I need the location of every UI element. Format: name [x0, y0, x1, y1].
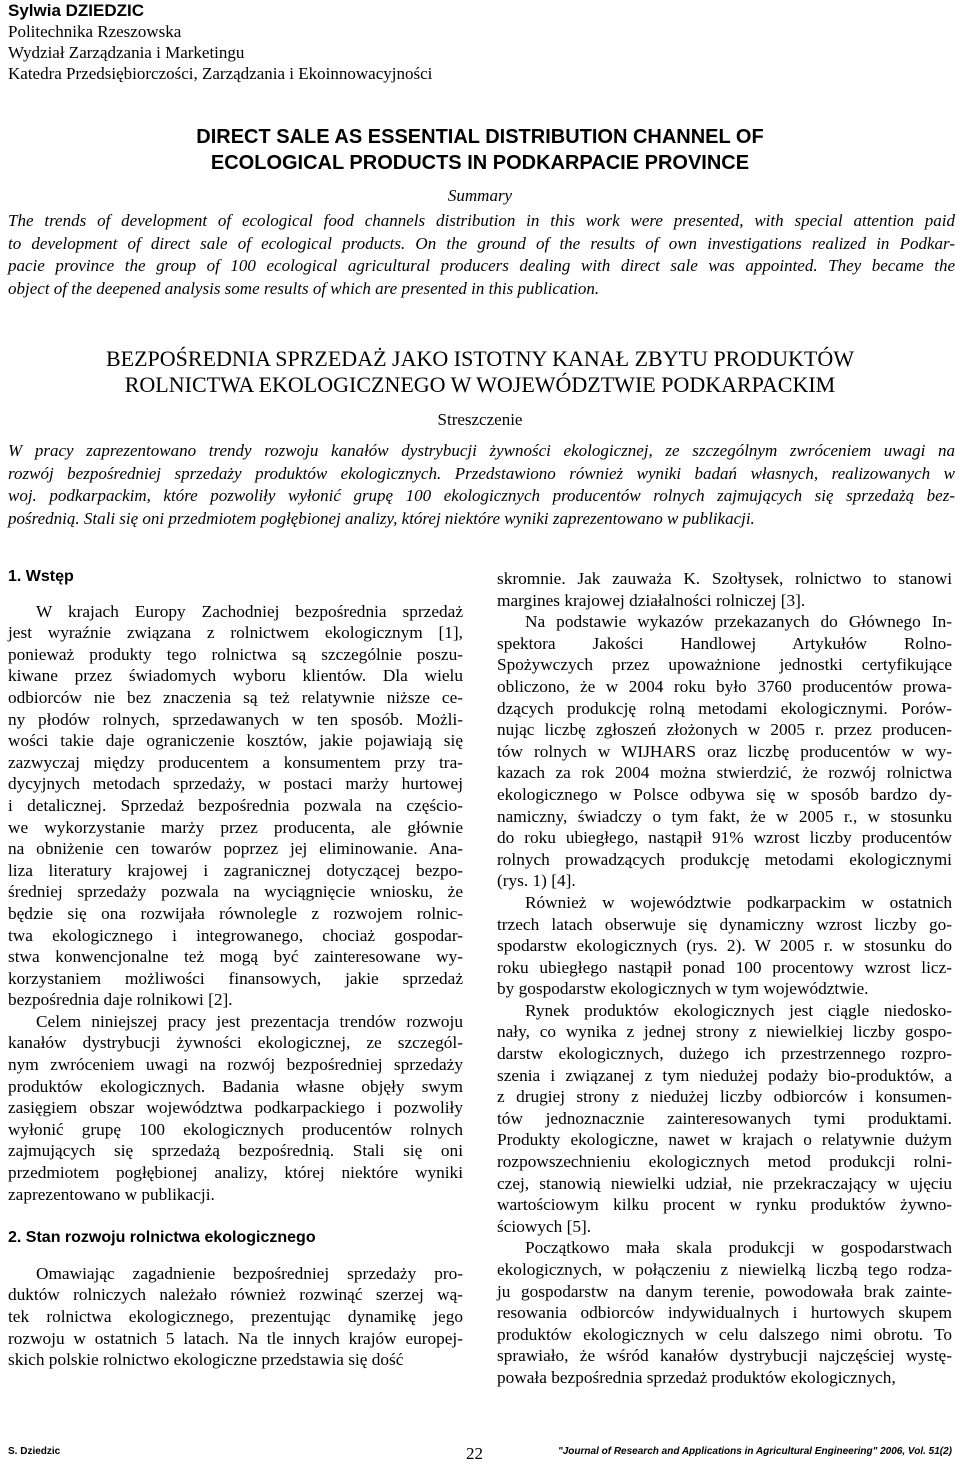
paragraph-podkarpackie — [497, 892, 952, 1000]
paragraph-intro-2 — [8, 1011, 463, 1205]
section-2-heading: 2. Stan rozwoju rolnictwa ekologicznego — [8, 1229, 316, 1247]
text-line: by gospodarstw ekologicznych w tym województwie. — [497, 979, 869, 999]
paragraph-market — [497, 1000, 952, 1238]
text-line: tów rolnych w WIJHARS oraz liczbę producentów w wy- — [497, 741, 952, 761]
summary-line: pośrednią. Stali się oni przedmiotem pogłębionej analizy, której niektóre wyniki zaprezentowano w publikacji. — [8, 509, 755, 529]
text-line: ściowych [5]. — [497, 1216, 592, 1236]
text-line: stwa konwencjonalne też mogą być zainteresowane wy- — [8, 947, 463, 967]
text-line: liza literatury krajowej i zagranicznej dotyczącej bezpo- — [8, 860, 463, 880]
text-line: duktów rolniczych należało również rozwinąć szerzej wą- — [8, 1285, 463, 1305]
author-name: Sylwia DZIEDZIC — [8, 1, 145, 20]
summary-line: rozwój bezpośredniej sprzedaży produktów ekologicznych. Przedstawiono również wyniki badań własnych, realizowanych w — [8, 463, 955, 483]
text-line: korzystaniem możliwości finansowych, jakie sprzedaż — [8, 968, 463, 988]
text-line: jest wyraźnie związana z rolnictwem ekologicznym [1], — [8, 623, 463, 643]
text-line: średniej sprzedaży pozwala na wyciągnięcie wniosku, że — [8, 882, 463, 902]
title-line: BEZPOŚREDNIA SPRZEDAŻ JAKO ISTOTNY KANAŁ ZBYTU PRODUKTÓW — [105, 346, 854, 371]
title-line: ROLNICTWA EKOLOGICZNEGO W WOJEWÓDZTWIE PODKARPACKIM — [124, 372, 836, 397]
text-line: przedmiotem pogłębionej analizy, której niektóre wyniki — [8, 1163, 463, 1183]
text-line: kiwane przez świadomych wyboru klientów. Dla wielu — [8, 666, 463, 686]
text-line: (rys. 1) [4]. — [497, 871, 576, 891]
english-title — [0, 124, 960, 176]
affiliation-line: Wydział Zarządzania i Marketingu — [8, 43, 245, 62]
polish-summary — [8, 440, 955, 531]
text-line: Omawiając zagadnienie bezpośredniej sprzedaży pro- — [36, 1263, 463, 1283]
text-line: twa ekologicznego i integrowanego, chociaż gospodar- — [8, 925, 463, 945]
summary-line: The trends of development of ecological food channels distribution in this work were presented, with special attention paid — [8, 211, 955, 230]
text-line: margines krajowej działalności rolniczej [3]. — [497, 590, 806, 610]
summary-line: woj. podkarpackim, które pozwoliły wyłonić grupę 100 ekologicznych producentów rolnych zajmujących się sprzedażą bez- — [8, 486, 955, 506]
summary-line: object of the deepened analysis some results of which are presented in this publication. — [8, 279, 600, 299]
text-line: zaprezentowano w publikacji. — [8, 1184, 215, 1204]
text-line: zazwyczaj między producentem a konsumentem przy tra- — [8, 752, 463, 772]
text-line: darstw ekologicznych, dużego ich przestrzennego rozpro- — [497, 1044, 952, 1064]
text-line: Spożywczych przez upoważnione jednostki certyfikujące — [497, 655, 952, 675]
title-line: ECOLOGICAL PRODUCTS IN PODKARPACIE PROVINCE — [210, 152, 750, 174]
text-line: ju gospodarstw na danym terenie, powodowała brak zainte- — [497, 1281, 952, 1301]
text-line: Produkty ekologiczne, nawet w krajach o relatywnie dużym — [497, 1130, 952, 1150]
text-line: Początkowo mała skala produkcji w gospodarstwach — [525, 1238, 952, 1258]
text-line: skromnie. Jak zauważa K. Szołtysek, rolnictwo to stanowi — [497, 569, 952, 588]
summary-line: to development of direct sale of ecological products. On the ground of the results of own investigations realized in Podkar- — [8, 233, 955, 253]
text-line: będzie się ona rozwijała równolegle z rozwojem rolnic- — [8, 903, 463, 923]
text-line: wyłonić grupę 100 ekologicznych producentów rolnych — [8, 1119, 463, 1139]
text-line: nym zwróceniem uwagi na rozwój bezpośredniej sprzedaży — [8, 1055, 463, 1075]
text-line: z drugiej strony z niedużej liczby odbiorców i konsumen- — [497, 1087, 952, 1107]
text-line: nując liczbę zgłoszeń złożonych w 2005 r. przez producen- — [497, 720, 952, 740]
text-line: dzących produkcję rolną metodami ekologicznymi. Porów- — [497, 698, 952, 718]
text-line: wartościowym kilku procent w rynku produktów żywno- — [497, 1195, 952, 1215]
affiliation-line: Katedra Przedsiębiorczości, Zarządzania i Ekoinnowacyjności — [8, 64, 433, 83]
text-line: ekologicznego w Polsce odbywa się w sposób bardzo dy- — [497, 784, 952, 804]
text-line: odbiorców nie bez znaczenia są też relatywnie niższe ce- — [8, 687, 463, 707]
text-line: czej, stanowią niewielki udział, nie przekraczający w ujęciu — [497, 1173, 952, 1193]
streszczenie-heading: Streszczenie — [437, 410, 523, 429]
text-line: resowania odbiorców indywidualnych i hurtowych skupem — [497, 1303, 952, 1323]
text-line: i detalicznej. Sprzedaż bezpośrednia pozwala na częścio- — [8, 795, 463, 815]
text-line: powała bezpośrednia sprzedaż produktów ekologicznych, — [497, 1367, 896, 1387]
affiliation-line: Politechnika Rzeszowska — [8, 22, 182, 41]
text-line: do roku ubiegłego, nastąpił 91% wzrost liczby producentów — [497, 828, 952, 848]
section-1-heading: 1. Wstęp — [8, 568, 74, 585]
text-line: szenia i związanej z tym niedużej podaży bio-produktów, a — [497, 1065, 952, 1085]
text-line: skich polskie rolnictwo ekologiczne przedstawia się dość — [8, 1350, 404, 1370]
text-line: bezpośrednia daje rolnikowi [2]. — [8, 990, 233, 1010]
text-line: ponieważ produkty tego rolnictwa są szczególnie poszu- — [8, 644, 463, 664]
text-line: produktów ekologicznych w celu dalszego nimi obrotu. To — [497, 1324, 952, 1344]
text-line: Również w województwie podkarpackim w ostatnich — [525, 892, 952, 912]
text-line: Rynek produktów ekologicznych jest ciągle niedosko- — [525, 1000, 952, 1020]
text-line: obliczono, że w 2004 roku było 3760 producentów prowa- — [497, 676, 952, 696]
paragraph-intro-1 — [8, 601, 463, 1011]
text-line: rozwoju w ostatnich 5 latach. Na tle innych krajów europej- — [8, 1328, 463, 1348]
english-summary — [8, 210, 955, 301]
text-line: we wykorzystanie marży przez producenta, ale głównie — [8, 817, 463, 837]
text-line: dycyjnych metodach sprzedaży, w postaci marży hurtowej — [8, 774, 463, 794]
footer-journal: "Journal of Research and Applications in Agricultural Engineering" 2006, Vol. 51(2) — [557, 1446, 952, 1457]
text-line: W krajach Europy Zachodniej bezpośrednia sprzedaż — [36, 601, 463, 621]
text-line: produktów ekologicznych. Badania własne objęły swym — [8, 1076, 463, 1096]
text-line: roku ubiegłego nastąpił ponad 100 procentowy wzrost licz- — [497, 957, 952, 977]
text-line: spodarstw ekologicznych (rys. 2). W 2005 r. w stosunku do — [497, 936, 952, 956]
text-line: ekologicznych, w połączeniu z niewielką liczbą tego rodza- — [497, 1260, 952, 1279]
summary-line: pacie province the group of 100 ecological agricultural producers dealing with direct sale was appointed. They became the — [8, 256, 955, 276]
text-line: nały, co wynika z jednej strony z niewielkiej liczby gospo- — [497, 1022, 952, 1042]
paragraph-scale — [497, 1237, 952, 1388]
text-line: rolnych prowadzących produkcję metodami ekologicznymi — [497, 849, 952, 869]
author-affiliation — [8, 0, 608, 84]
text-line: sprawiało, że wśród kanałów dystrybucji najczęściej wystę- — [497, 1346, 952, 1366]
text-line: namiczny, świadczy o tym fakt, że w 2005 r., w stosunku — [497, 806, 952, 826]
text-line: spektora Jakości Handlowej Artykułów Rolno- — [497, 633, 952, 653]
text-line: Celem niniejszej pracy jest prezentacja trendów rozwoju — [36, 1011, 463, 1031]
footer-author: S. Dziedzic — [8, 1446, 61, 1457]
text-line: ny płodów rolnych, sprzedawanych w ten sposób. Możli- — [8, 709, 463, 729]
text-line: na obniżenie cen towarów poprzez jej eliminowanie. Ana- — [8, 839, 463, 859]
text-line: wości takie daje ograniczenie kosztów, jakie pojawiają się — [8, 731, 463, 751]
text-line: zajmujących się sprzedażą bezpośrednią. Stali się oni — [8, 1141, 463, 1161]
text-line: kazach za rok 2004 można stwierdzić, że rozwój rolnictwa — [497, 763, 952, 783]
paragraph-continued — [497, 568, 952, 611]
page-number: 22 — [466, 1444, 483, 1463]
text-line: rozpowszechnieniu ekologicznych metod produkcji rolni- — [497, 1152, 952, 1172]
text-line: tek rolnictwa ekologicznego, prezentując dynamikę jego — [8, 1307, 463, 1326]
text-line: kanałów dystrybucji żywności ekologicznej, ze szczegól- — [8, 1033, 463, 1053]
paragraph-producers — [497, 611, 952, 892]
text-line: Na podstawie wykazów przekazanych do Głównego In- — [525, 612, 952, 632]
summary-line: W pracy zaprezentowano trendy rozwoju kanałów dystrybucji żywności ekologicznej, ze szczególnym zwróceniem uwagi na — [8, 441, 955, 460]
right-column — [497, 568, 952, 1389]
left-column — [8, 566, 463, 1371]
text-line: tów jednoznacznie zainteresowanych tymi produktami. — [497, 1108, 952, 1128]
polish-title — [0, 346, 960, 398]
text-line: zasięgiem obszar województwa podkarpackiego i pozwoliły — [8, 1098, 463, 1118]
paragraph-section2-1 — [8, 1263, 463, 1371]
summary-heading: Summary — [447, 186, 513, 205]
text-line: trzech latach obserwuje się dynamiczny wzrost liczby go- — [497, 914, 952, 934]
title-line: DIRECT SALE AS ESSENTIAL DISTRIBUTION CHANNEL OF — [196, 126, 764, 148]
